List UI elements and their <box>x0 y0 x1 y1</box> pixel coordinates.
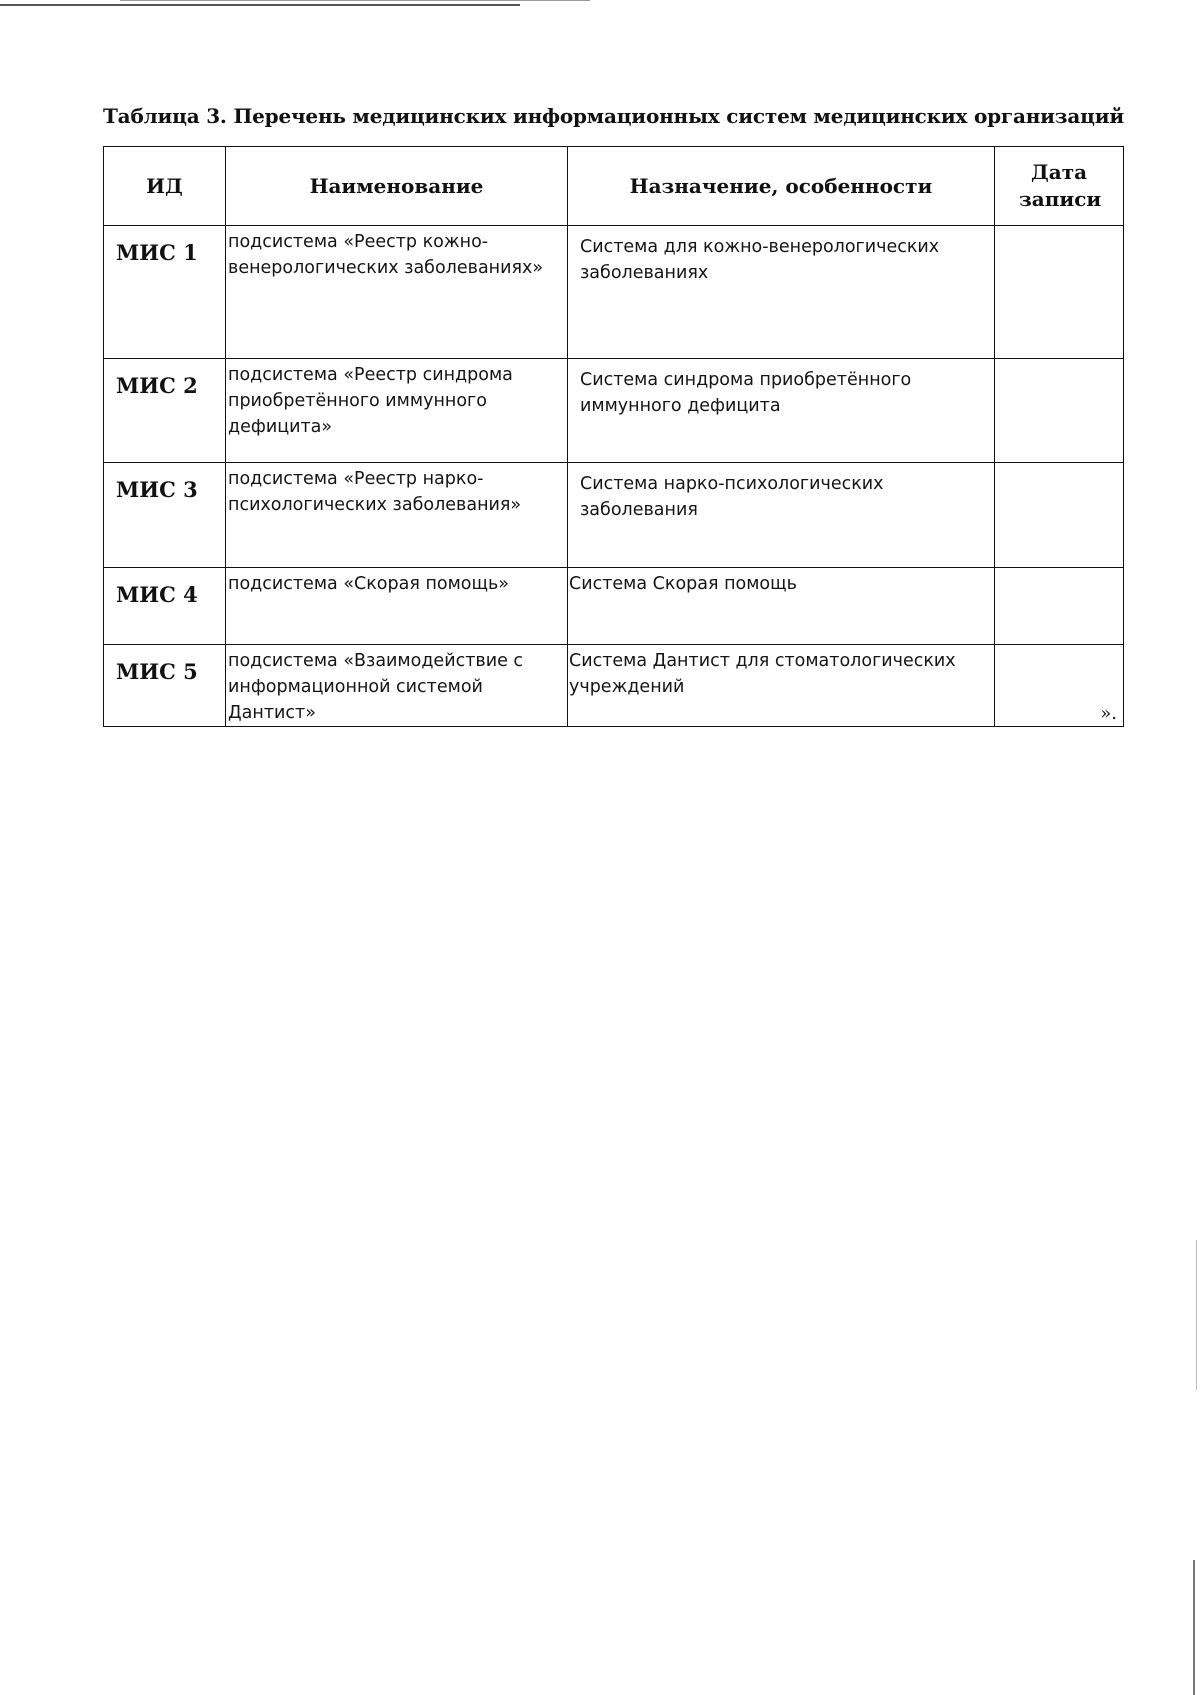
row-purpose: Система Дантист для стоматологических учреждений <box>568 645 995 727</box>
mis-table <box>103 146 1124 727</box>
header-purpose: Назначение, особенности <box>568 147 995 226</box>
row-date <box>995 568 1124 645</box>
row-name: подсистема «Реестр синдрома приобретённого иммунного дефицита» <box>226 359 568 463</box>
row-id: МИС 4 <box>104 568 226 645</box>
closing-quote-mark: ». <box>1100 703 1117 724</box>
row-purpose: Система нарко-психологических заболевания <box>568 463 995 568</box>
row-date <box>995 226 1124 359</box>
row-id: МИС 5 <box>104 645 226 727</box>
scan-edge-line <box>1193 1560 1195 1695</box>
row-purpose: Система Скорая помощь <box>568 568 995 645</box>
row-id: МИС 2 <box>104 359 226 463</box>
row-id: МИС 1 <box>104 226 226 359</box>
table-row <box>104 463 1124 568</box>
row-purpose: Система для кожно-венерологических заболеваниях <box>568 226 995 359</box>
row-id: МИС 3 <box>104 463 226 568</box>
row-purpose: Система синдрома приобретённого иммунного дефицита <box>568 359 995 463</box>
row-name: подсистема «Взаимодействие с информационной системой Дантист» <box>226 645 568 727</box>
scan-edge-line <box>120 0 590 1</box>
table-row <box>104 226 1124 359</box>
scan-edge-line <box>1196 1240 1197 1390</box>
row-date <box>995 359 1124 463</box>
row-name: подсистема «Скорая помощь» <box>226 568 568 645</box>
header-date <box>995 147 1124 226</box>
header-date-label: Дата записи <box>1019 160 1102 211</box>
header-id: ИД <box>104 147 226 226</box>
row-name: подсистема «Реестр нарко-психологических заболевания» <box>226 463 568 568</box>
row-date <box>995 463 1124 568</box>
table-row <box>104 568 1124 645</box>
row-name: подсистема «Реестр кожно-венерологических заболеваниях» <box>226 226 568 359</box>
header-row <box>104 147 1124 226</box>
table-caption: Таблица 3. Перечень медицинских информационных систем медицинских организаций <box>103 104 1124 128</box>
table-row <box>104 645 1124 727</box>
header-name: Наименование <box>226 147 568 226</box>
table-row <box>104 359 1124 463</box>
row-date <box>995 645 1124 727</box>
scan-edge-line <box>0 4 520 6</box>
